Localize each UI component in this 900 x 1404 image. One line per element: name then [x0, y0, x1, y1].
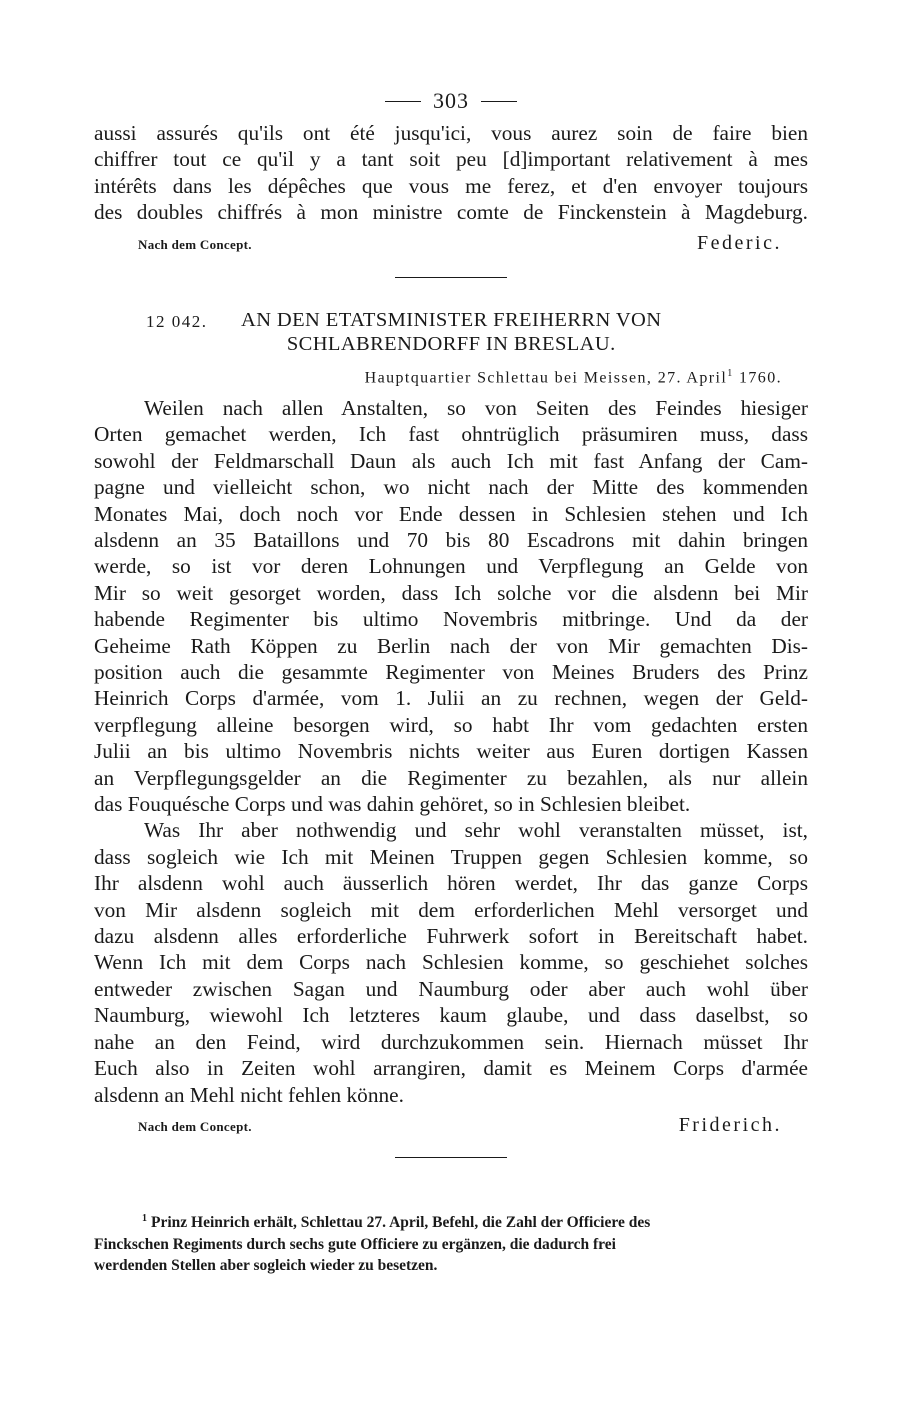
source-note: Nach dem Concept. [138, 1118, 252, 1134]
text-line: Monates Mai, doch noch vor Ende dessen in Schlesien stehen und Ich [94, 501, 808, 526]
letter-title-line: SCHLABRENDORFF IN BRESLAU. [286, 332, 616, 355]
page-number: 303 [433, 88, 469, 113]
letter-number: 12 042. [146, 311, 208, 331]
text-line: Mir so weit gesorget worden, dass Ich solche vor die alsdenn bei Mir [94, 580, 808, 605]
text-line: Weilen nach allen Anstalten, so von Seiten des Feindes hiesiger [144, 395, 808, 420]
header-dash-left [385, 101, 421, 102]
dateline-text: Hauptquartier Schlettau bei Meissen, 27. April [364, 368, 728, 386]
text-line: dass sogleich wie Ich mit Meinen Truppen gegen Schlesien komme, so [94, 844, 808, 869]
text-line: Naumburg, wiewohl Ich letzteres kaum glaube, und dass daselbst, so [94, 1003, 808, 1028]
letter-title-line: AN DEN ETATSMINISTER FREIHERRN VON [241, 308, 662, 331]
footnote-line [94, 1208, 808, 1234]
header-dash-right [481, 101, 517, 102]
text-line: sowohl der Feldmarschall Daun als auch Ich mit fast Anfang der Cam- [94, 448, 808, 473]
previous-letter-signature-row [94, 232, 808, 255]
previous-letter-ending [94, 120, 808, 226]
text-line: an Verpflegungsgelder an die Regimenter zu bezahlen, als nur allein [94, 765, 808, 790]
dateline-year: 1760. [733, 368, 782, 386]
page-header [94, 86, 808, 116]
source-note: Nach dem Concept. [138, 236, 252, 252]
text-line: entweder zwischen Sagan und Naumburg oder aber auch wohl über [94, 976, 808, 1001]
text-line: Was Ihr aber nothwendig und sehr wohl veranstalten müsset, ist, [144, 818, 808, 843]
text-line: Geheime Rath Köppen zu Berlin nach der von Mir gemachten Dis- [94, 633, 808, 658]
text-line: pagne und vielleicht schon, wo nicht nach der Mitte des kommenden [94, 475, 808, 500]
text-line: nahe an den Feind, wird durchzukommen sein. Hiernach müsset Ihr [94, 1029, 808, 1054]
footnote-reference[interactable]: 1 [727, 367, 734, 379]
text-line: von Mir alsdenn sogleich mit dem erforderlichen Mehl versorget und [94, 897, 808, 922]
section-divider [395, 277, 507, 278]
text-line: dazu alsdenn alles erforderliche Fuhrwerk sofort in Bereitschaft habet. [94, 924, 808, 949]
document-page [94, 86, 808, 1277]
text-line: Heinrich Corps d'armée, vom 1. Julii an zu rechnen, wegen der Geld- [94, 686, 808, 711]
text-line: alsdenn an 35 Bataillons und 70 bis 80 Escadrons mit dahin bringen [94, 527, 808, 552]
text-line: Wenn Ich mit dem Corps nach Schlesien komme, so geschiehet solches [94, 950, 808, 975]
footnote-divider [395, 1157, 507, 1158]
footnote-line: werdenden Stellen aber sogleich wieder zu besetzen. [94, 1257, 438, 1275]
text-line: Julii an bis ultimo Novembris nichts weiter aus Euren dortigen Kassen [94, 739, 808, 764]
letter-signature-row [94, 1114, 808, 1137]
footnote-line-text: Prinz Heinrich erhält, Schlettau 27. April, Befehl, die Zahl der Officiere des [151, 1214, 651, 1232]
letter-title [241, 308, 661, 356]
letter-heading [146, 308, 808, 356]
signature: Federic. [697, 231, 782, 254]
text-line: Orten gemachet werden, Ich fast ohntrüglich präsumiren muss, dass [94, 422, 808, 447]
dateline [94, 368, 782, 387]
text-line: aussi assurés qu'ils ont été jusqu'ici, vous aurez soin de faire bien [94, 121, 808, 145]
letter-paragraph-2 [94, 817, 808, 1107]
text-line: Euch also in Zeiten wohl arrangiren, damit es Meinem Corps d'armée [94, 1056, 808, 1081]
text-line: habende Regimenter bis ultimo Novembris mitbringe. Und da der [94, 607, 808, 632]
signature: Friderich. [678, 1113, 782, 1136]
text-line: werde, so ist vor deren Lohnungen und Verpflegung an Gelde von [94, 554, 808, 579]
text-line: verpflegung alleine besorgen wird, so habt Ihr vom gedachten ersten [94, 712, 808, 737]
text-line: intérêts dans les dépêches que vous me ferez, et d'en envoyer toujours [94, 173, 808, 198]
text-line: Ihr alsdenn wohl auch äusserlich hören werdet, Ihr das ganze Corps [94, 871, 808, 896]
letter-paragraph-1 [94, 395, 808, 818]
text-line: chiffrer tout ce qu'il y a tant soit peu [d]important relativement à mes [94, 147, 808, 172]
footnote [94, 1208, 808, 1277]
footnote-line: Finckschen Regiments durch sechs gute Officiere zu ergänzen, die dadurch frei [94, 1235, 616, 1253]
text-line: das Fouquésche Corps und was dahin gehöret, so in Schlesien bleibet. [94, 792, 691, 817]
text-line: des doubles chiffrés à mon ministre comte de Finckenstein à Magdeburg. [94, 200, 808, 225]
footnote-mark: 1 [142, 1212, 147, 1224]
text-line: alsdenn an Mehl nicht fehlen könne. [94, 1082, 404, 1107]
text-line: position auch die gesammte Regimenter von Meines Bruders des Prinz [94, 660, 808, 685]
